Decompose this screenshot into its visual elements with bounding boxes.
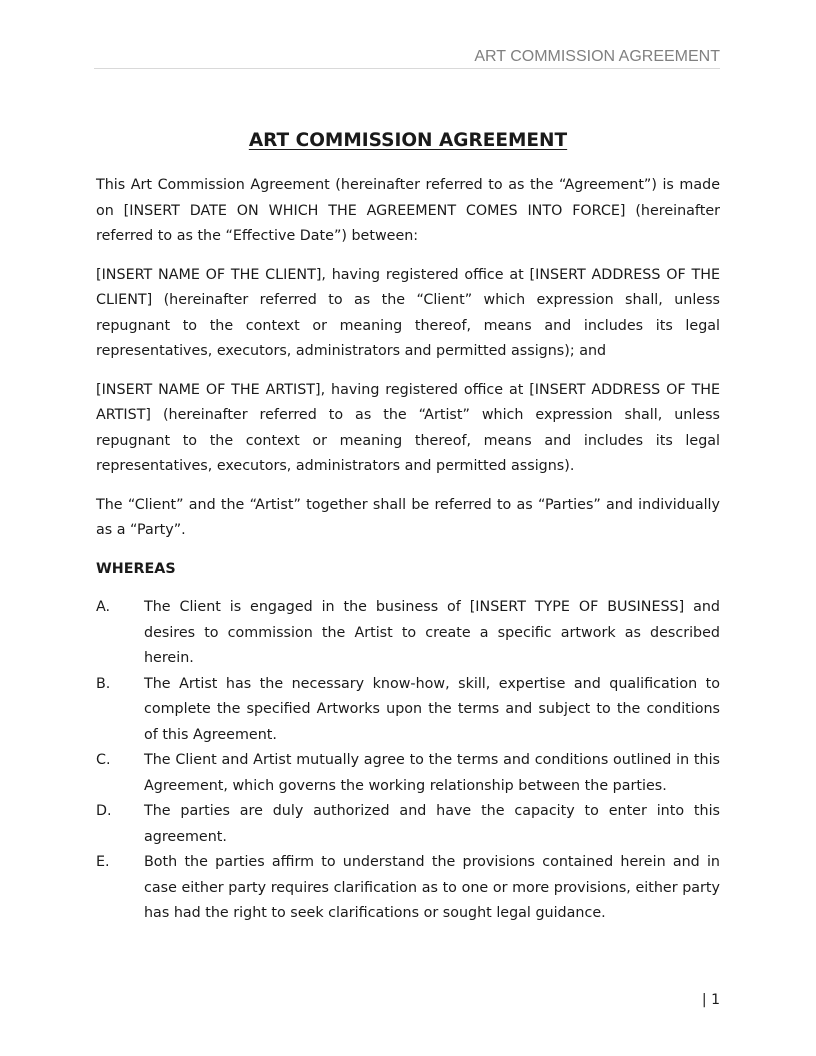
recital-text: The Client and Artist mutually agree to the terms and conditions outlined in this Agreement, which governs the working relationship between the parties. [144, 752, 720, 794]
running-header-title: ART COMMISSION AGREEMENT [474, 48, 720, 65]
document-title: ART COMMISSION AGREEMENT [248, 130, 568, 151]
document-body [96, 128, 720, 927]
recital-letter: A. [96, 599, 111, 615]
recital-item [96, 595, 720, 672]
artist-party-paragraph: [INSERT NAME OF THE ARTIST], having registered office at [INSERT ADDRESS OF THE ARTIST] (hereinafter referred to as the “Artist” which expression shall, unless repugnant to the context or meaning thereof, means and includes its legal representatives, executors, administrators and permitted assigns). [96, 381, 720, 474]
recital-text: The Client is engaged in the business of [INSERT TYPE OF BUSINESS] and desires to commission the Artist to create a specific artwork as described herein. [144, 599, 720, 666]
recital-letter: D. [96, 803, 112, 819]
preamble-paragraph: This Art Commission Agreement (hereinafter referred to as the “Agreement”) is made on [INSERT DATE ON WHICH THE AGREEMENT COMES INTO FORCE] (hereinafter referred to as the “Effective Date”) between: [96, 177, 720, 244]
whereas-heading: WHEREAS [96, 560, 176, 577]
recital-text: The Artist has the necessary know-how, skill, expertise and qualification to complete the specified Artworks upon the terms and subject to the conditions of this Agreement. [144, 675, 720, 743]
recital-item [96, 799, 720, 850]
parties-definition-paragraph: The “Client” and the “Artist” together shall be referred to as “Parties” and individually as a “Party”. [96, 496, 720, 538]
recital-item [96, 672, 720, 749]
recital-letter: C. [96, 752, 111, 768]
recital-letter: E. [96, 854, 110, 870]
recital-item [96, 748, 720, 799]
recitals-list [96, 595, 720, 927]
recital-item [96, 850, 720, 927]
running-header [94, 47, 720, 69]
client-party-paragraph: [INSERT NAME OF THE CLIENT], having registered office at [INSERT ADDRESS OF THE CLIENT] (hereinafter referred to as the “Client” which expression shall, unless repugnant to the context or meaning thereof, means and includes its legal representatives, executors, administrators and permitted assigns); and [96, 266, 720, 359]
recital-letter: B. [96, 675, 111, 692]
recital-text: The parties are duly authorized and have the capacity to enter into this agreement. [144, 803, 720, 845]
recital-text: Both the parties affirm to understand the provisions contained herein and in case either party requires clarification as to one or more provisions, either party has had the right to seek clarifications or sought legal guidance. [144, 854, 720, 921]
page-number: | 1 [701, 992, 720, 1008]
